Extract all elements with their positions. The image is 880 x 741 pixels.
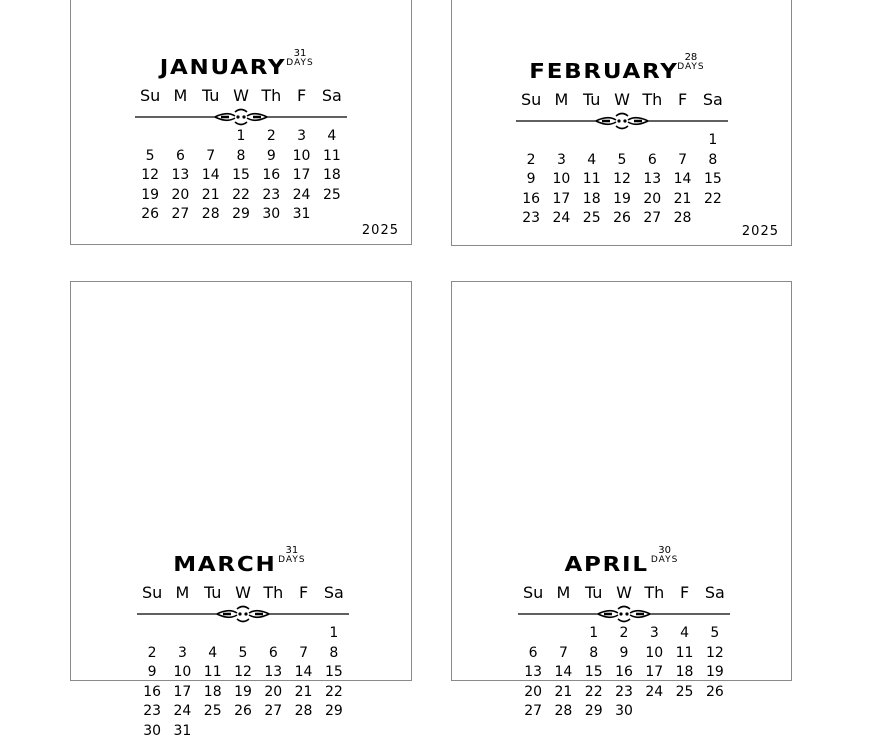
day-cell: 2	[516, 151, 546, 171]
day-cell: 9	[137, 663, 167, 683]
day-cell: 13	[637, 170, 667, 190]
days-count-number: 31	[286, 49, 313, 59]
ornament-divider	[135, 107, 347, 127]
calendar-card-february	[451, 0, 792, 246]
day-cell: 21	[667, 190, 697, 210]
ornament-icon	[516, 111, 728, 131]
weekday-label: Su	[518, 582, 548, 604]
day-cell: 14	[667, 170, 697, 190]
month-calendar	[135, 47, 347, 225]
day-cell: 31	[167, 722, 197, 741]
day-cell: 23	[609, 683, 639, 703]
day-cell: 1	[226, 127, 256, 147]
day-cell: 30	[609, 702, 639, 722]
day-cell: 27	[637, 209, 667, 229]
day-cell: 23	[137, 702, 167, 722]
day-cell: 16	[516, 190, 546, 210]
day-cell: 15	[319, 663, 349, 683]
weekday-label: Sa	[700, 582, 730, 604]
empty-cell	[165, 127, 195, 147]
day-cell: 1	[319, 624, 349, 644]
day-cell: 24	[286, 186, 316, 206]
day-cell: 2	[137, 644, 167, 664]
weekday-label: Th	[637, 89, 667, 111]
days-count-label: DAYS	[651, 556, 678, 565]
day-cell: 8	[226, 147, 256, 167]
day-cell: 7	[288, 644, 318, 664]
day-cell: 22	[226, 186, 256, 206]
weekday-label: W	[609, 582, 639, 604]
empty-cell	[258, 624, 288, 644]
day-cell: 7	[196, 147, 226, 167]
days-count	[651, 546, 678, 565]
weekday-label: Tu	[196, 85, 226, 107]
day-cell: 12	[700, 644, 730, 664]
day-cell: 4	[577, 151, 607, 171]
day-grid	[518, 624, 730, 722]
day-cell: 11	[317, 147, 347, 167]
day-cell: 18	[669, 663, 699, 683]
days-count	[677, 53, 704, 72]
day-cell: 25	[577, 209, 607, 229]
weekday-label: Th	[639, 582, 669, 604]
day-cell: 3	[639, 624, 669, 644]
ornament-icon	[518, 604, 730, 624]
empty-cell	[167, 624, 197, 644]
day-cell: 9	[609, 644, 639, 664]
month-calendar	[137, 544, 349, 741]
ornament-divider	[137, 604, 349, 624]
day-cell: 6	[165, 147, 195, 167]
day-cell: 13	[165, 166, 195, 186]
day-cell: 10	[546, 170, 576, 190]
year-label: 2025	[362, 223, 399, 238]
day-cell: 19	[135, 186, 165, 206]
day-cell: 16	[256, 166, 286, 186]
day-cell: 12	[135, 166, 165, 186]
weekday-label: F	[667, 89, 697, 111]
day-cell: 22	[579, 683, 609, 703]
weekday-label: W	[607, 89, 637, 111]
empty-cell	[667, 131, 697, 151]
day-cell: 11	[198, 663, 228, 683]
weekday-label: Tu	[577, 89, 607, 111]
calendar-card-january	[70, 0, 412, 245]
empty-cell	[546, 131, 576, 151]
day-cell: 20	[518, 683, 548, 703]
day-cell: 7	[548, 644, 578, 664]
weekday-label: Sa	[317, 85, 347, 107]
day-cell: 27	[518, 702, 548, 722]
day-cell: 21	[548, 683, 578, 703]
day-cell: 17	[546, 190, 576, 210]
day-cell: 27	[165, 205, 195, 225]
weekday-label: F	[669, 582, 699, 604]
weekday-label: Th	[256, 85, 286, 107]
weekday-label: F	[286, 85, 316, 107]
day-cell: 2	[256, 127, 286, 147]
day-cell: 13	[258, 663, 288, 683]
empty-cell	[516, 131, 546, 151]
day-cell: 5	[607, 151, 637, 171]
day-cell: 11	[669, 644, 699, 664]
month-title: april	[564, 544, 648, 578]
month-title: march	[174, 544, 277, 578]
day-cell: 24	[639, 683, 669, 703]
month-title: february	[530, 51, 679, 85]
day-cell: 24	[546, 209, 576, 229]
day-cell: 9	[256, 147, 286, 167]
day-cell: 17	[639, 663, 669, 683]
day-cell: 15	[698, 170, 728, 190]
day-cell: 18	[577, 190, 607, 210]
month-header	[516, 51, 728, 87]
weekday-label: Su	[137, 582, 167, 604]
weekday-row	[516, 89, 728, 111]
empty-cell	[577, 131, 607, 151]
weekday-label: W	[228, 582, 258, 604]
calendar-card-april	[451, 281, 792, 681]
ornament-icon	[137, 604, 349, 624]
day-cell: 27	[258, 702, 288, 722]
empty-cell	[288, 624, 318, 644]
empty-cell	[518, 624, 548, 644]
day-cell: 24	[167, 702, 197, 722]
empty-cell	[135, 127, 165, 147]
empty-cell	[607, 131, 637, 151]
weekday-label: Tu	[579, 582, 609, 604]
day-cell: 22	[319, 683, 349, 703]
days-count-label: DAYS	[286, 59, 313, 68]
day-cell: 4	[198, 644, 228, 664]
day-cell: 5	[135, 147, 165, 167]
day-grid	[135, 127, 347, 225]
weekday-label: M	[548, 582, 578, 604]
day-cell: 16	[137, 683, 167, 703]
month-title: january	[160, 47, 287, 81]
day-cell: 25	[198, 702, 228, 722]
weekday-label: Su	[516, 89, 546, 111]
day-cell: 23	[516, 209, 546, 229]
ornament-icon	[135, 107, 347, 127]
weekday-label: W	[226, 85, 256, 107]
day-cell: 8	[698, 151, 728, 171]
day-cell: 2	[609, 624, 639, 644]
day-cell: 12	[228, 663, 258, 683]
day-cell: 9	[516, 170, 546, 190]
day-cell: 6	[518, 644, 548, 664]
empty-cell	[198, 624, 228, 644]
day-cell: 28	[196, 205, 226, 225]
days-count-label: DAYS	[677, 63, 704, 72]
empty-cell	[548, 624, 578, 644]
weekday-label: M	[546, 89, 576, 111]
day-cell: 17	[286, 166, 316, 186]
day-grid	[137, 624, 349, 741]
empty-cell	[228, 624, 258, 644]
day-cell: 14	[548, 663, 578, 683]
weekday-label: Th	[258, 582, 288, 604]
days-count-label: DAYS	[278, 556, 305, 565]
day-cell: 22	[698, 190, 728, 210]
year-label: 2025	[742, 224, 779, 239]
day-cell: 29	[226, 205, 256, 225]
weekday-label: Su	[135, 85, 165, 107]
month-calendar	[518, 544, 730, 722]
day-cell: 5	[700, 624, 730, 644]
day-cell: 18	[198, 683, 228, 703]
ornament-divider	[518, 604, 730, 624]
day-cell: 25	[669, 683, 699, 703]
day-cell: 10	[639, 644, 669, 664]
day-cell: 25	[317, 186, 347, 206]
day-cell: 8	[319, 644, 349, 664]
day-cell: 7	[667, 151, 697, 171]
day-cell: 3	[167, 644, 197, 664]
days-count	[286, 49, 313, 68]
month-header	[518, 544, 730, 580]
day-cell: 29	[579, 702, 609, 722]
day-cell: 13	[518, 663, 548, 683]
day-grid	[516, 131, 728, 229]
day-cell: 26	[135, 205, 165, 225]
day-cell: 10	[167, 663, 197, 683]
empty-cell	[637, 131, 667, 151]
day-cell: 17	[167, 683, 197, 703]
day-cell: 26	[700, 683, 730, 703]
day-cell: 4	[669, 624, 699, 644]
day-cell: 20	[165, 186, 195, 206]
day-cell: 15	[579, 663, 609, 683]
day-cell: 14	[288, 663, 318, 683]
month-header	[137, 544, 349, 580]
day-cell: 14	[196, 166, 226, 186]
day-cell: 20	[258, 683, 288, 703]
day-cell: 16	[609, 663, 639, 683]
days-count-number: 28	[677, 53, 704, 63]
day-cell: 26	[228, 702, 258, 722]
day-cell: 4	[317, 127, 347, 147]
weekday-label: Sa	[319, 582, 349, 604]
day-cell: 3	[286, 127, 316, 147]
weekday-label: M	[165, 85, 195, 107]
day-cell: 30	[256, 205, 286, 225]
day-cell: 6	[637, 151, 667, 171]
day-cell: 5	[228, 644, 258, 664]
empty-cell	[196, 127, 226, 147]
days-count	[278, 546, 305, 565]
weekday-row	[135, 85, 347, 107]
day-cell: 21	[196, 186, 226, 206]
day-cell: 20	[637, 190, 667, 210]
calendar-card-march	[70, 281, 412, 681]
day-cell: 1	[698, 131, 728, 151]
weekday-row	[518, 582, 730, 604]
month-header	[135, 47, 347, 83]
weekday-label: Tu	[198, 582, 228, 604]
day-cell: 15	[226, 166, 256, 186]
day-cell: 19	[700, 663, 730, 683]
day-cell: 26	[607, 209, 637, 229]
day-cell: 6	[258, 644, 288, 664]
day-cell: 23	[256, 186, 286, 206]
day-cell: 3	[546, 151, 576, 171]
days-count-number: 30	[651, 546, 678, 556]
days-count-number: 31	[278, 546, 305, 556]
day-cell: 28	[288, 702, 318, 722]
weekday-label: F	[288, 582, 318, 604]
day-cell: 19	[228, 683, 258, 703]
day-cell: 21	[288, 683, 318, 703]
day-cell: 11	[577, 170, 607, 190]
day-cell: 28	[667, 209, 697, 229]
day-cell: 1	[579, 624, 609, 644]
day-cell: 10	[286, 147, 316, 167]
weekday-row	[137, 582, 349, 604]
empty-cell	[137, 624, 167, 644]
weekday-label: Sa	[698, 89, 728, 111]
weekday-label: M	[167, 582, 197, 604]
day-cell: 12	[607, 170, 637, 190]
day-cell: 8	[579, 644, 609, 664]
month-calendar	[516, 51, 728, 229]
day-cell: 30	[137, 722, 167, 741]
day-cell: 31	[286, 205, 316, 225]
ornament-divider	[516, 111, 728, 131]
day-cell: 18	[317, 166, 347, 186]
day-cell: 28	[548, 702, 578, 722]
day-cell: 29	[319, 702, 349, 722]
day-cell: 19	[607, 190, 637, 210]
